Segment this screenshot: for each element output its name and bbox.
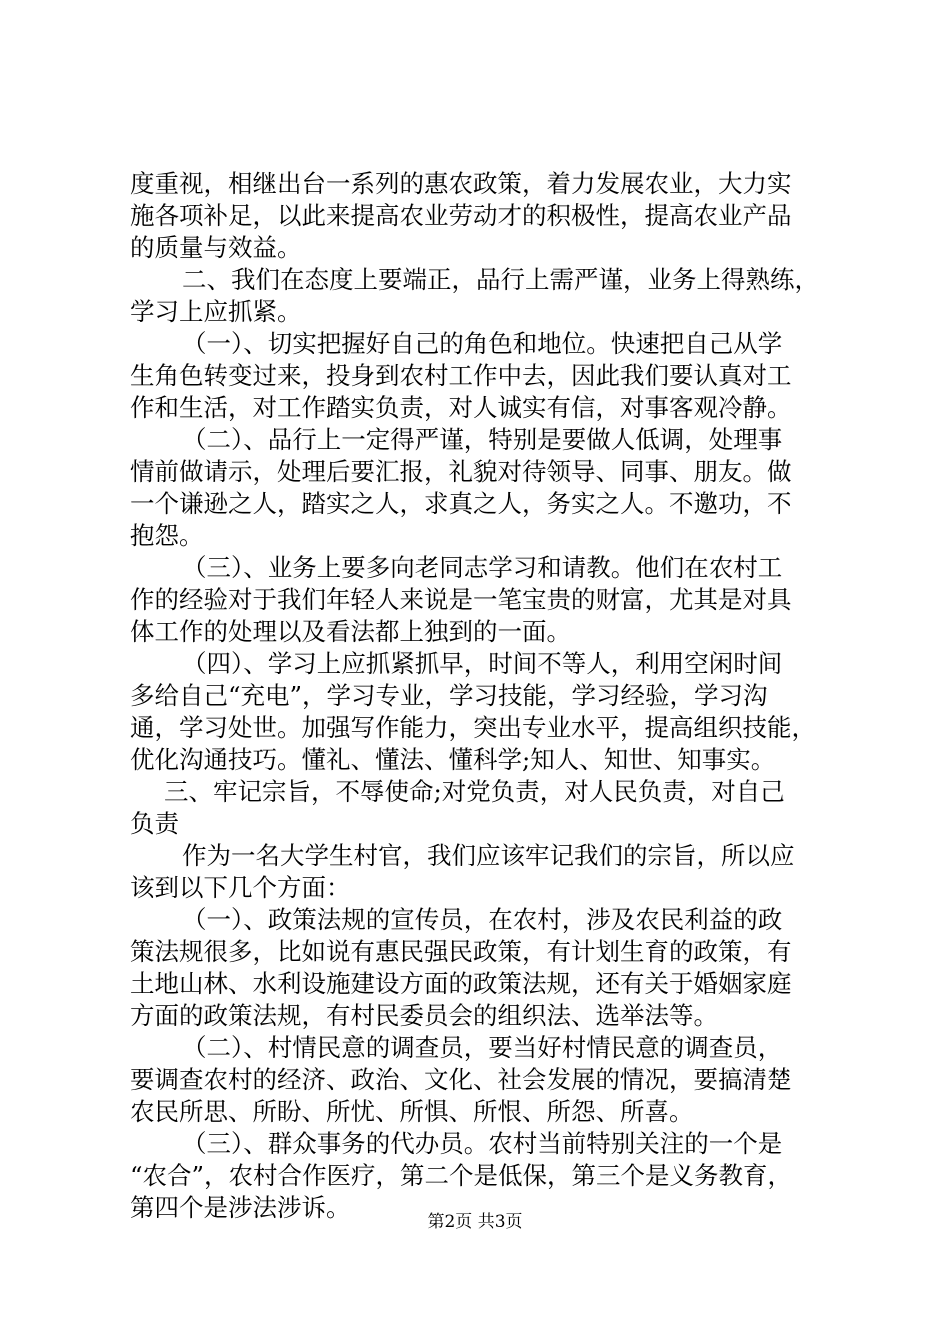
text-line: 多给自己“充电”，学习专业，学习技能，学习经验，学习沟 — [130, 681, 768, 710]
text-line: 优化沟通技巧。懂礼、懂法、懂科学;知人、知世、知事实。 — [130, 745, 776, 774]
text-line: 一个谦逊之人，踏实之人，求真之人，务实之人。不邀功，不 — [130, 489, 792, 518]
page-footer: 第2页 共3页 — [427, 1212, 523, 1232]
paragraph-start-line: （四）、学习上应抓紧抓早，时间不等人，利用空闲时间 — [182, 649, 783, 678]
text-line: 第四个是涉法涉诉。 — [130, 1193, 351, 1222]
paragraph-start-line: （二）、村情民意的调查员，要当好村情民意的调查员， — [182, 1033, 783, 1062]
section-heading-line: 二、我们在态度上要端正，品行上需严谨，业务上得熟练， — [182, 265, 819, 294]
paragraph-start-line: （三）、业务上要多向老同志学习和请教。他们在农村工 — [182, 553, 783, 582]
text-line: 学习上应抓紧。 — [130, 297, 302, 326]
text-line: 农民所思、所盼、所忧、所惧、所恨、所怨、所喜。 — [130, 1097, 694, 1126]
text-line: 该到以下几个方面： — [130, 873, 351, 902]
text-line: 抱怨。 — [130, 521, 204, 550]
text-line: “农合”，农村合作医疗，第二个是低保，第三个是义务教育， — [130, 1161, 793, 1190]
text-line: 体工作的处理以及看法都上独到的一面。 — [130, 617, 571, 646]
paragraph-start-line: 作为一名大学生村官，我们应该牢记我们的宗旨，所以应 — [182, 841, 795, 870]
text-line: 要调查农村的经济、政治、文化、社会发展的情况，要搞清楚 — [130, 1065, 792, 1094]
paragraph-start-line: （二）、品行上一定得严谨，特别是要做人低调，处理事 — [182, 425, 783, 454]
text-line: 通，学习处世。加强写作能力，突出专业水平，提高组织技能， — [130, 713, 816, 742]
text-line: 的质量与效益。 — [130, 233, 302, 262]
text-line: 作和生活，对工作踏实负责，对人诚实有信，对事客观冷静。 — [130, 393, 792, 422]
text-line: 土地山林、水利设施建设方面的政策法规，还有关于婚姻家庭 — [130, 969, 792, 998]
text-line: 作的经验对于我们年轻人来说是一笔宝贵的财富，尤其是对具 — [130, 585, 792, 614]
paragraph-start-line: （一）、政策法规的宣传员，在农村，涉及农民利益的政 — [182, 905, 783, 934]
text-line: 度重视，相继出台一系列的惠农政策，着力发展农业，大力实 — [130, 169, 792, 198]
section-heading-line: 三、牢记宗旨，不辱使命;对党负责，对人民负责，对自己 — [164, 777, 785, 806]
text-line: 施各项补足，以此来提高农业劳动才的积极性，提高农业产品 — [130, 201, 792, 230]
text-line: 负责 — [130, 809, 179, 838]
paragraph-start-line: （三）、群众事务的代办员。农村当前特别关注的一个是 — [182, 1129, 783, 1158]
text-line: 情前做请示，处理后要汇报，礼貌对待领导、同事、朋友。做 — [130, 457, 792, 486]
paragraph-start-line: （一）、切实把握好自己的角色和地位。快速把自己从学 — [182, 329, 783, 358]
text-line: 策法规很多，比如说有惠民强民政策，有计划生育的政策，有 — [130, 937, 792, 966]
text-line: 方面的政策法规，有村民委员会的组织法、选举法等。 — [130, 1001, 718, 1030]
text-line: 生角色转变过来，投身到农村工作中去，因此我们要认真对工 — [130, 361, 792, 390]
